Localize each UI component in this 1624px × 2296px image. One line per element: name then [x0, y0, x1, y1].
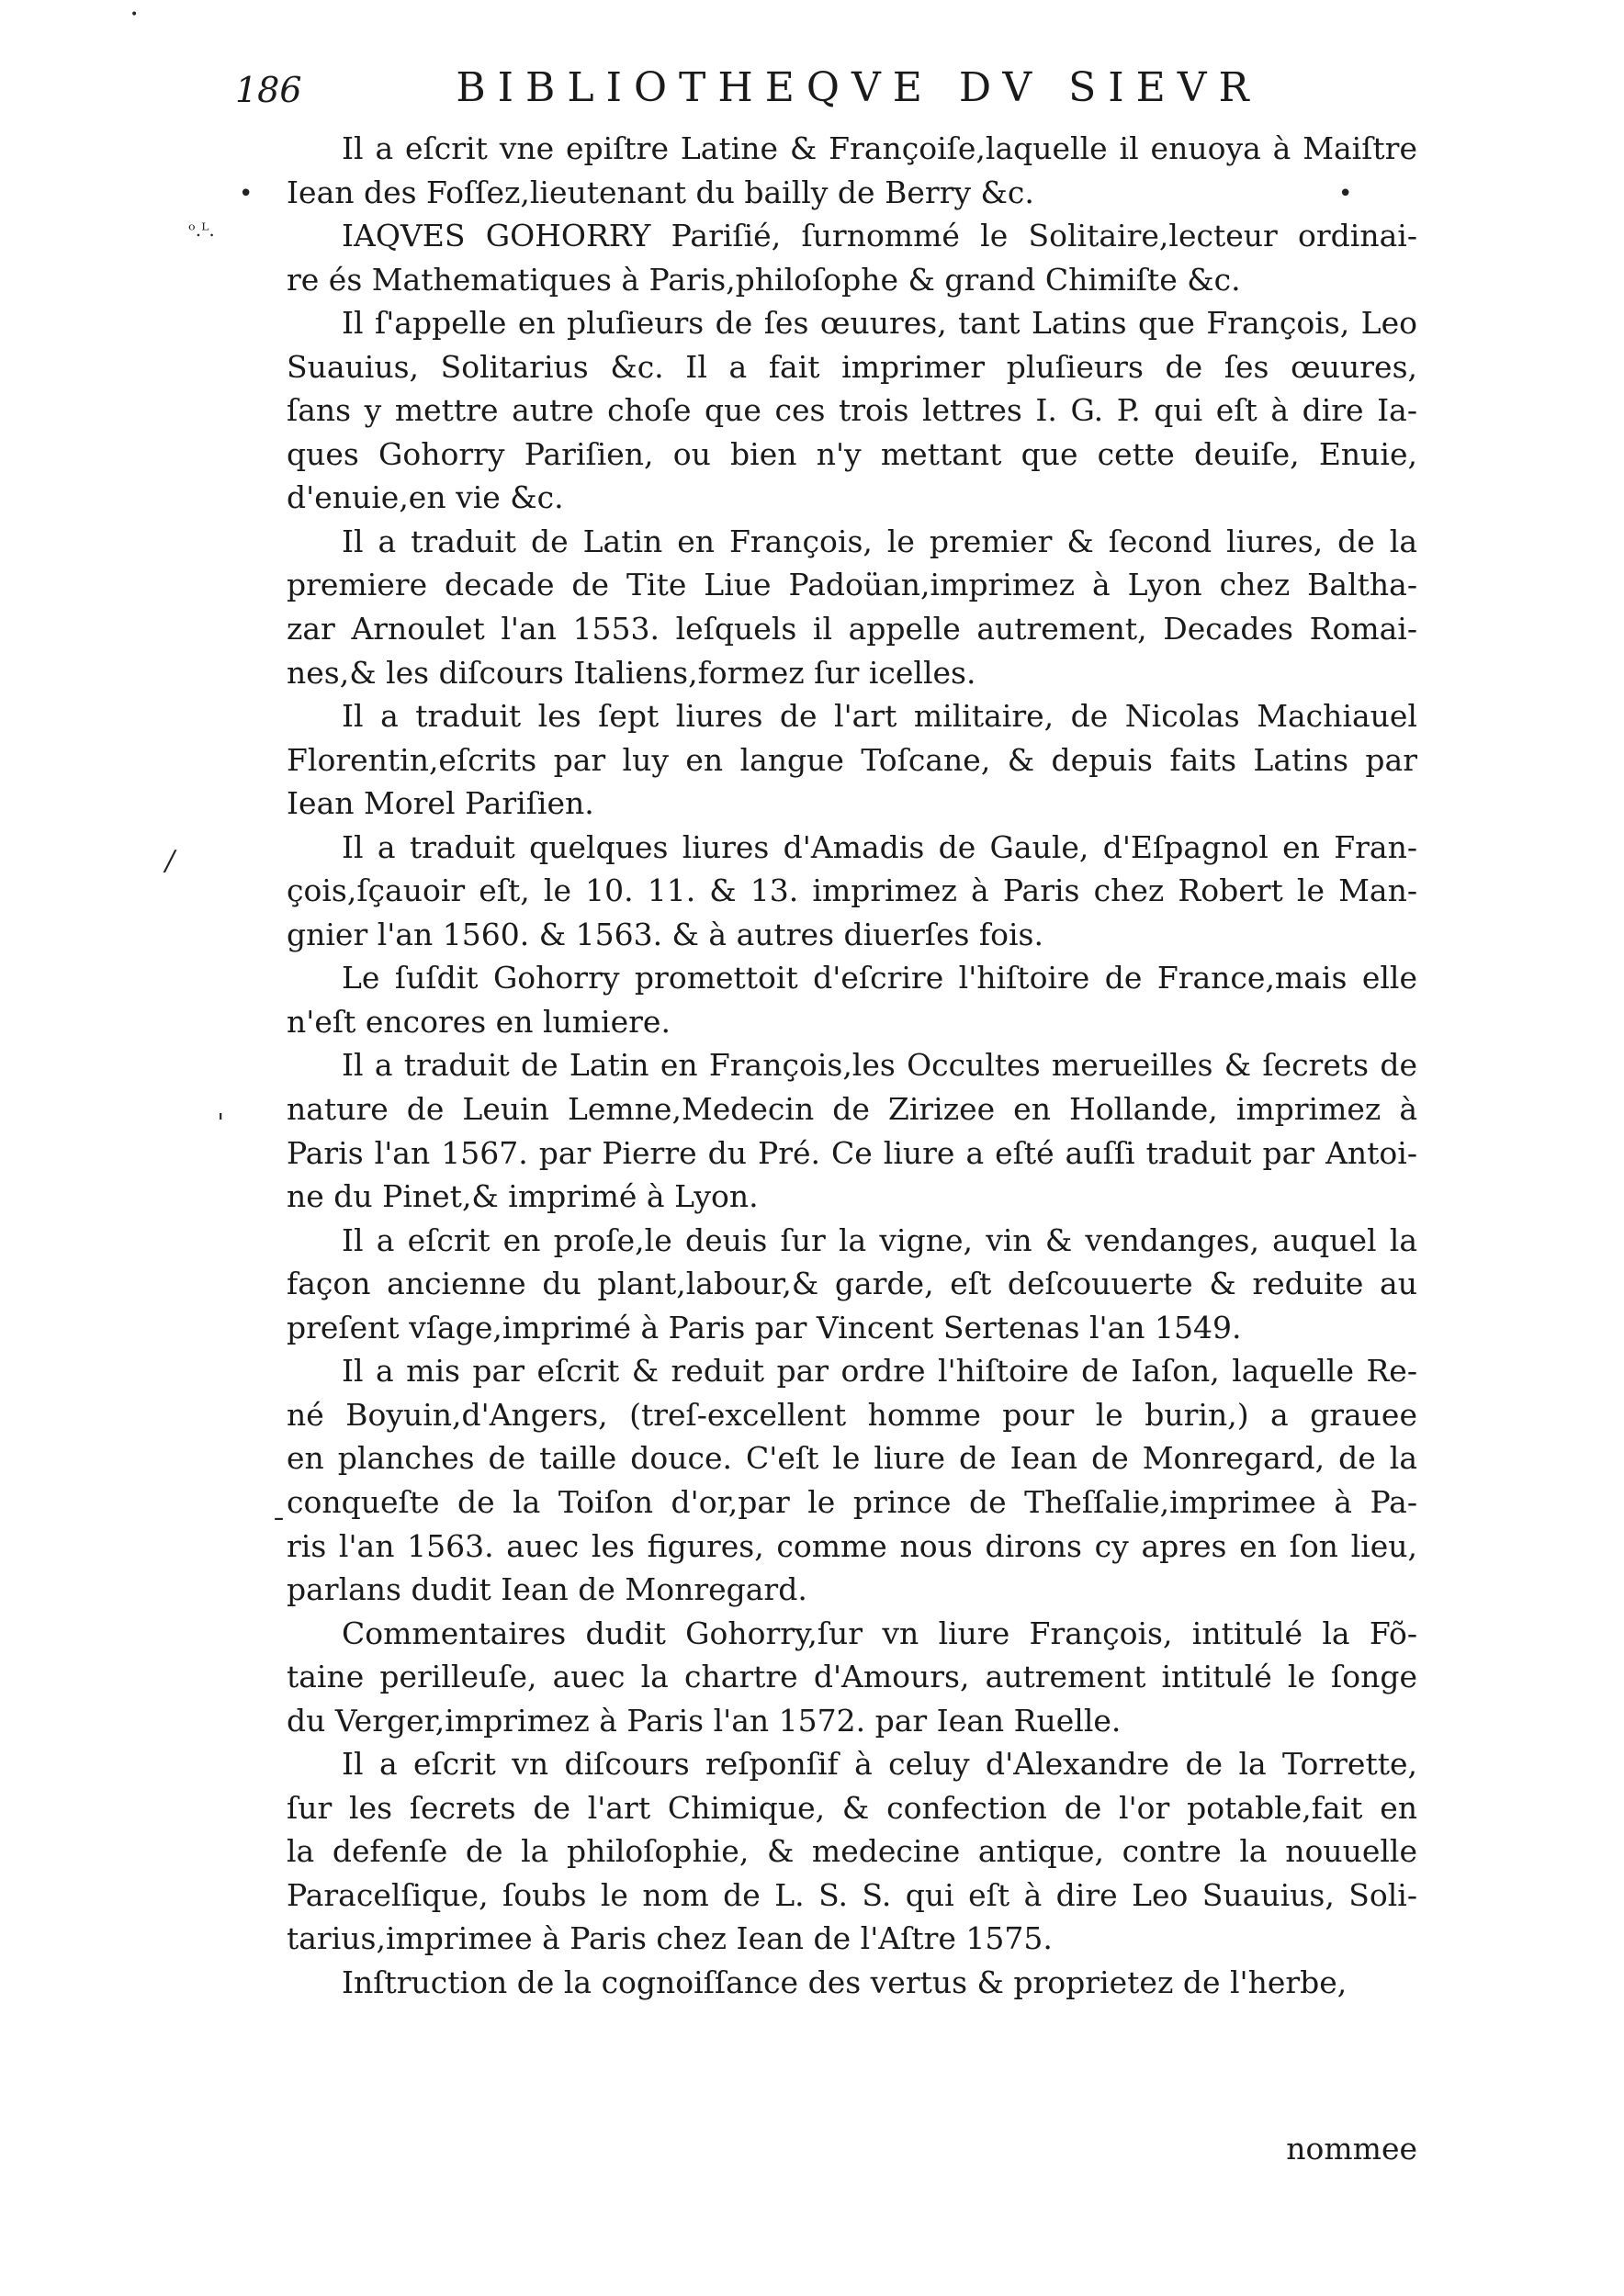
- text-line: çois,ſçauoir eſt, le 10. 11. & 13. imprimez à Paris chez Robert le Man-: [287, 872, 1417, 909]
- text-line: ne du Pinet,& imprimé à Lyon.: [287, 1178, 759, 1215]
- text-line: Suauius, Solitarius &c. Il a fait imprimer pluſieurs de ſes œuures,: [287, 348, 1417, 385]
- margin-top-dot: •: [130, 7, 139, 22]
- paragraph: [287, 956, 1417, 1043]
- text-line: Il a traduit de Latin en François, le premier & ſecond liures, de la: [342, 523, 1417, 559]
- margin-tick-b: ˈ: [217, 1109, 225, 1142]
- text-line: ſur les ſecrets de l'art Chimique, & confection de l'or potable,fait en: [287, 1789, 1417, 1826]
- text-line: Paracelſique, ſoubs le nom de L. S. S. qui eſt à dire Leo Suauius, Soli-: [287, 1876, 1417, 1913]
- text-line: Il a traduit quelques liures d'Amadis de Gaule, d'Eſpagnol en Fran-: [342, 828, 1417, 865]
- margin-tick-c: ˉ: [272, 1514, 286, 1546]
- text-line: Inſtruction de la cognoiſſance des vertus & proprietez de l'herbe,: [342, 1964, 1348, 2000]
- text-line: conqueſte de la Toiſon d'or,par le prince de Theſſalie,imprimee à Pa-: [287, 1483, 1417, 1520]
- catchword: nommee: [1286, 2131, 1417, 2167]
- text-line: la defenſe de la philoſophie, & medecine antique, contre la nouuelle: [287, 1833, 1417, 1870]
- text-line: en planches de taille douce. C'eſt le liure de Iean de Monregard, de la: [287, 1440, 1417, 1477]
- margin-tick-a: /: [165, 845, 175, 877]
- paragraph: [287, 520, 1417, 694]
- text-line: ſans y mettre autre choſe que ces trois lettres I. G. P. qui eſt à dire Ia-: [287, 392, 1417, 429]
- paragraph: [287, 1219, 1417, 1350]
- text-line: nature de Leuin Lemne,Medecin de Zirizee en Hollande, imprimez à: [287, 1091, 1417, 1128]
- text-line: du Verger,imprimez à Paris l'an 1572. par Iean Ruelle.: [287, 1702, 1122, 1739]
- text-line: Iean Morel Pariſien.: [287, 785, 594, 822]
- text-line: taine perilleuſe, auec la chartre d'Amours, autrement intitulé le ſonge: [287, 1659, 1417, 1695]
- text-line: preſent vſage,imprimé à Paris par Vincent Sertenas l'an 1549.: [287, 1309, 1242, 1345]
- text-line: Il a traduit de Latin en François,les Occultes merueilles & ſecrets de: [342, 1047, 1417, 1084]
- text-line: parlans dudit Iean de Monregard.: [287, 1571, 807, 1608]
- text-line: Paris l'an 1567. par Pierre du Pré. Ce liure a eſté auſſi traduit par Antoi-: [287, 1134, 1417, 1171]
- text-line: né Boyuin,d'Angers, (treſ-excellent homme pour le burin,) a grauee: [287, 1396, 1417, 1433]
- text-line: Il ſ'appelle en pluſieurs de ſes œuures, tant Latins que François, Leo: [342, 305, 1417, 342]
- paragraph: [287, 1349, 1417, 1611]
- text-line: nes,& les diſcours Italiens,formez ſur icelles.: [287, 654, 976, 691]
- text-line: façon ancienne du plant,labour,& garde, eſt deſcouuerte & reduite au: [287, 1266, 1417, 1302]
- running-head: BIBLIOTHEQVE DV SIEVR: [456, 64, 1261, 111]
- text-line: gnier l'an 1560. & 1563. & à autres diuerſes fois.: [287, 916, 1043, 952]
- text-line: Il a eſcrit vn diſcours reſponſif à celuy d'Alexandre de la Torrette,: [342, 1746, 1417, 1783]
- text-line: Il a eſcrit en proſe,le deuis ſur la vigne, vin & vendanges, auquel la: [342, 1221, 1417, 1258]
- paragraph: [287, 1961, 1417, 2005]
- paragraph: [287, 301, 1417, 520]
- paragraph: [287, 1742, 1417, 1961]
- text-line: Il a traduit les ſept liures de l'art militaire, de Nicolas Machiauel: [342, 698, 1417, 735]
- margin-entry-mark: ᵒ.ᴸ.: [188, 219, 215, 241]
- text-line: n'eſt encores en lumiere.: [287, 1003, 671, 1040]
- paragraph: [287, 1612, 1417, 1743]
- text-line: premiere decade de Tite Liue Padoüan,imprimez à Lyon chez Baltha-: [287, 567, 1417, 603]
- paragraph: [287, 694, 1417, 826]
- text-line: Il a eſcrit vne epiſtre Latine & Françoiſe,laquelle il enuoya à Maiſtre: [342, 130, 1417, 166]
- paragraph: [287, 127, 1417, 214]
- text-line: Le ſuſdit Gohorry promettoit d'eſcrire l'hiſtoire de France,mais elle: [342, 960, 1417, 996]
- text-line: re és Mathematiques à Paris,philoſophe & grand Chimiſte &c.: [287, 261, 1241, 298]
- text-line: Commentaires dudit Gohorry,ſur vn liure François, intitulé la Fõ-: [342, 1615, 1417, 1651]
- text-line: ris l'an 1563. auec les figures, comme nous dirons cy apres en ſon lieu,: [287, 1527, 1417, 1564]
- text-line: IAQVES GOHORRY Pariſié, ſurnommé le Solitaire,lecteur ordinai-: [342, 218, 1417, 254]
- text-line: tarius,imprimee à Paris chez Iean de l'Aſtre 1575.: [287, 1920, 1053, 1957]
- text-line: Iean des Foſſez,lieutenant du bailly de Berry &c.: [287, 174, 1034, 210]
- text-line: Florentin,eſcrits par luy en langue Toſcane, & depuis faits Latins par: [287, 741, 1417, 778]
- text-line: ques Gohorry Pariſien, ou bien n'y mettant que cette deuiſe, Enuie,: [287, 435, 1417, 472]
- body-text: [287, 127, 1417, 2005]
- paragraph: [287, 214, 1417, 301]
- margin-bullet-right: •: [1338, 180, 1353, 208]
- text-line: zar Arnoulet l'an 1553. leſquels il appelle autrement, Decades Romai-: [287, 611, 1417, 647]
- page-header: [235, 64, 1417, 129]
- margin-bullet-left: •: [239, 180, 254, 208]
- text-line: Il a mis par eſcrit & reduit par ordre l'hiſtoire de Iaſon, laquelle Re-: [342, 1353, 1417, 1390]
- paragraph: [287, 1043, 1417, 1218]
- page-number: 186: [235, 70, 302, 110]
- text-line: d'enuie,en vie &c.: [287, 479, 564, 516]
- paragraph: [287, 826, 1417, 957]
